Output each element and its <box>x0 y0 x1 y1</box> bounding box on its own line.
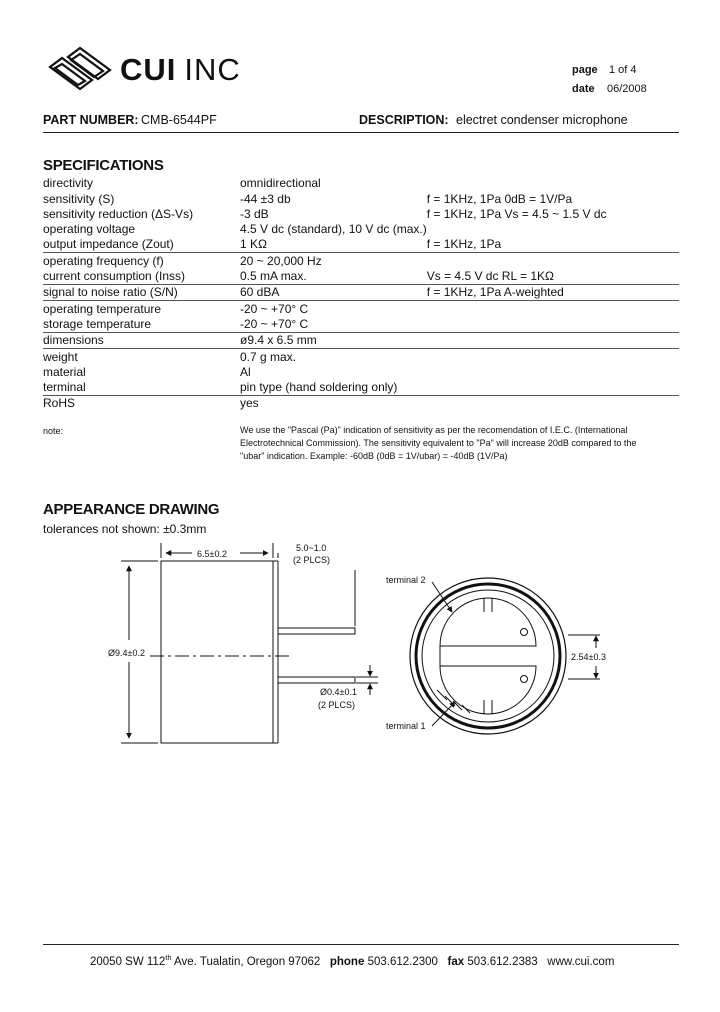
spec-parameter: directivity <box>43 176 94 191</box>
spec-value: 60 dBA <box>240 285 427 301</box>
part-number-value: CMB-6544PF <box>141 113 217 127</box>
dim-length-label: 6.5±0.2 <box>197 549 227 559</box>
spec-row <box>43 253 679 269</box>
spec-parameter: operating temperature <box>43 301 162 316</box>
spec-parameter: storage temperature <box>43 317 240 333</box>
page-value: 1 of 4 <box>609 64 637 76</box>
spec-parameter: RoHS <box>43 396 76 411</box>
spec-condition <box>427 332 679 348</box>
company-logo-text <box>120 52 241 88</box>
terminal-2-pad <box>440 598 536 646</box>
spec-parameter: weight <box>43 349 78 364</box>
outer-rim <box>410 578 566 734</box>
spec-parameter: dimensions <box>43 332 240 348</box>
spec-condition: f = 1KHz, 1Pa <box>427 237 679 253</box>
dim-diameter-label: Ø9.4±0.2 <box>108 648 145 658</box>
spec-parameter: material <box>43 364 86 379</box>
appearance-drawing <box>0 535 720 775</box>
terminal-2-label: terminal 2 <box>386 575 426 585</box>
spec-value: yes <box>240 396 259 411</box>
spec-parameter: terminal <box>43 380 240 396</box>
inner-ring <box>422 590 554 722</box>
spec-value: 1 KΩ <box>240 237 427 253</box>
spec-row <box>43 222 679 237</box>
dim-pin-diameter-label: Ø0.4±0.1 <box>320 687 357 697</box>
spec-row <box>43 317 679 333</box>
spec-parameter: operating voltage <box>43 222 136 237</box>
solder-point-top <box>521 629 528 636</box>
spec-condition: Vs = 4.5 V dc RL = 1KΩ <box>427 269 679 285</box>
company-name-light: INC <box>184 52 241 87</box>
fax-value: 503.612.2383 <box>467 956 538 968</box>
spec-condition <box>427 365 679 380</box>
spec-value: -20 ~ +70° C <box>240 317 427 333</box>
description-label: DESCRIPTION: <box>359 113 449 127</box>
fax-label: fax <box>447 956 465 968</box>
spec-row <box>43 332 679 348</box>
phone-label: phone <box>329 956 365 968</box>
spec-value: 0.5 mA max. <box>240 269 427 285</box>
pin-bottom <box>278 677 355 683</box>
specifications-table <box>43 176 679 411</box>
spec-condition <box>427 396 679 412</box>
spec-row <box>43 176 679 191</box>
website-link[interactable]: www.cui.com <box>547 956 615 968</box>
terminal-1-pad <box>440 666 536 714</box>
header-divider <box>43 132 679 133</box>
spec-value: Al <box>240 364 251 379</box>
part-number-label: PART NUMBER: <box>43 113 139 127</box>
spec-condition <box>427 301 679 317</box>
phone-value: 503.612.2300 <box>367 956 438 968</box>
footer-divider <box>43 944 679 945</box>
cui-logo-icon <box>48 46 112 90</box>
spec-value: omnidirectional <box>240 176 321 191</box>
spec-condition <box>427 349 679 365</box>
spec-parameter: output impedance (Zout) <box>43 237 240 253</box>
spec-row <box>43 285 679 301</box>
pin-top <box>278 628 355 634</box>
spec-value: 0.7 g max. <box>240 349 297 364</box>
spec-condition <box>427 253 679 269</box>
spec-value: 4.5 V dc (standard), 10 V dc (max.) <box>240 222 427 237</box>
microphone-body-side <box>161 561 273 743</box>
note-text: We use the "Pascal (Pa)" indication of sensitivity as per the recomendation of I.E.C. (International Electrotechnical Commission). The sensitivity equivalent to "Pa" will increase 20dB compared to the "ubar" indication. Example: -60dB (0dB = 1V/ubar) = -40dB (1V/Pa) <box>240 425 637 461</box>
appearance-drawing-title: APPEARANCE DRAWING <box>43 501 220 518</box>
spec-parameter: current consumption (Inss) <box>43 269 240 285</box>
tolerance-note: tolerances not shown: ±0.3mm <box>43 522 207 536</box>
spec-row <box>43 207 679 222</box>
spec-condition <box>427 317 679 333</box>
specifications-title: SPECIFICATIONS <box>43 157 164 174</box>
spec-parameter: operating frequency (f) <box>43 253 164 268</box>
dim-pin-count-bottom-label: (2 PLCS) <box>318 700 356 710</box>
company-name-bold: CUI <box>120 52 177 87</box>
spec-row <box>43 365 679 380</box>
spec-parameter: sensitivity reduction (ΔS-Vs) <box>43 206 194 221</box>
spec-condition <box>427 380 679 396</box>
spec-row <box>43 380 679 396</box>
spec-value: -3 dB <box>240 206 269 221</box>
terminal-1-label: terminal 1 <box>386 721 426 731</box>
dim-pitch-label: 2.54±0.3 <box>571 652 606 662</box>
date-value: 06/2008 <box>607 83 647 95</box>
inner-rim <box>416 584 560 728</box>
address-ordinal: th <box>165 953 172 962</box>
description-value: electret condenser microphone <box>456 113 628 127</box>
spec-value: -44 ±3 db <box>240 191 291 206</box>
spec-row <box>43 396 679 412</box>
footer-contact <box>90 953 615 968</box>
spec-row <box>43 349 679 365</box>
address-text-rest: Ave. Tualatin, Oregon 97062 <box>171 956 321 968</box>
spec-parameter: signal to noise ratio (S/N) <box>43 285 240 301</box>
spec-row <box>43 191 679 206</box>
spec-condition <box>427 176 679 191</box>
spec-condition: f = 1KHz, 1Pa A-weighted <box>427 285 679 301</box>
solder-point-bottom <box>521 676 528 683</box>
spec-value: 20 ~ 20,000 Hz <box>240 253 322 268</box>
spec-condition: f = 1KHz, 1Pa 0dB = 1V/Pa <box>426 191 573 206</box>
spec-condition <box>427 222 679 237</box>
address-text: 20050 SW 112 <box>90 956 166 968</box>
page-label: page <box>572 64 598 76</box>
dim-pin-length-label: 5.0~1.0 <box>296 543 327 553</box>
spec-value: -20 ~ +70° C <box>240 301 309 316</box>
spec-value: ø9.4 x 6.5 mm <box>240 332 427 348</box>
spec-row <box>43 269 679 285</box>
date-label: date <box>572 83 595 95</box>
note-label: note: <box>43 426 64 436</box>
spec-condition: f = 1KHz, 1Pa Vs = 4.5 ~ 1.5 V dc <box>426 206 607 221</box>
side-view-drawing <box>121 543 378 743</box>
spec-parameter: sensitivity (S) <box>43 191 115 206</box>
spec-row <box>43 301 679 317</box>
dim-pin-count-top-label: (2 PLCS) <box>293 555 331 565</box>
spec-value: pin type (hand soldering only) <box>240 380 427 396</box>
spec-row <box>43 237 679 253</box>
